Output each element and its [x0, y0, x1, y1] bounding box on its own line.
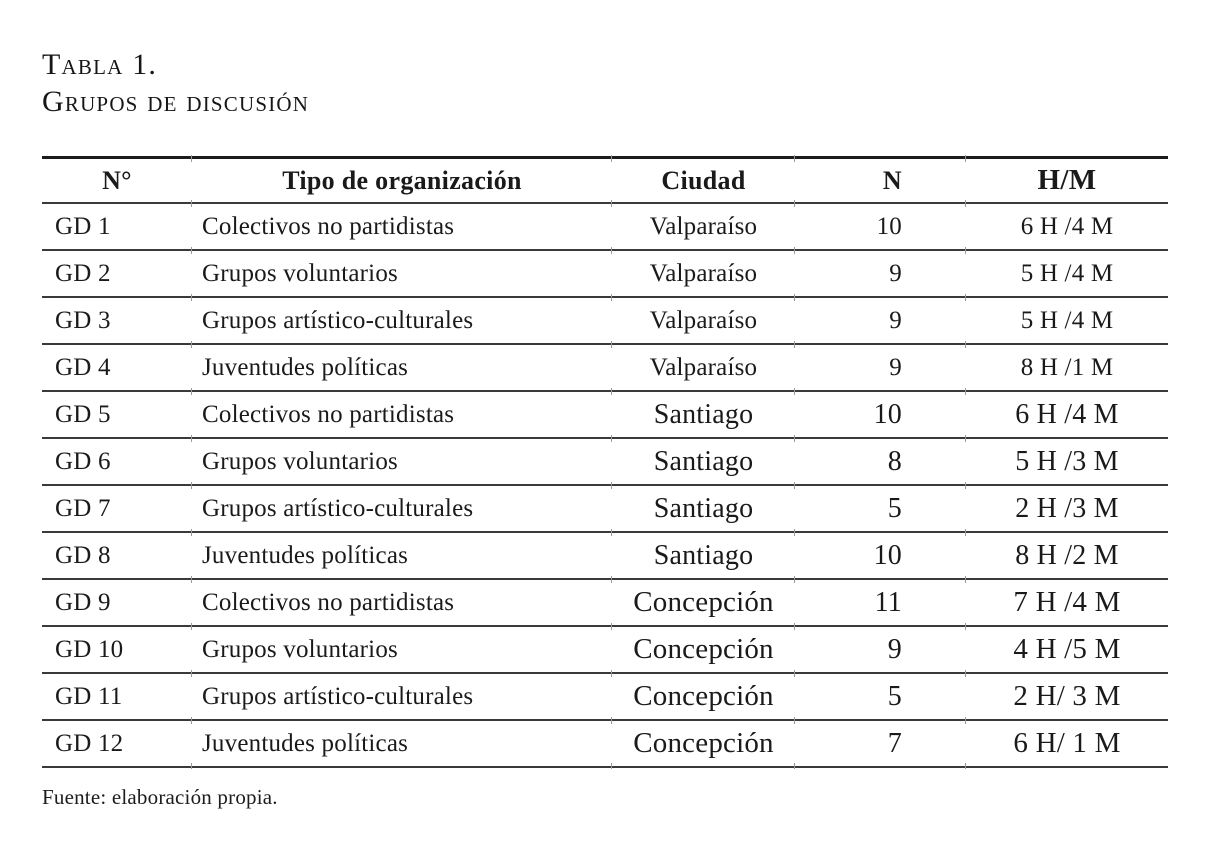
column-header-num: N°: [42, 158, 192, 204]
cell-tipo: Grupos voluntarios: [192, 438, 612, 485]
cell-tipo: Colectivos no partidistas: [192, 391, 612, 438]
table-row: [42, 579, 1168, 626]
table-row: [42, 720, 1168, 767]
cell-n: 10: [795, 532, 966, 579]
cell-ciudad: Valparaíso: [612, 203, 795, 250]
cell-hm: 5 H /3 M: [966, 438, 1168, 485]
cell-ciudad: Valparaíso: [612, 344, 795, 391]
cell-num: GD 3: [42, 297, 192, 344]
cell-tipo: Juventudes políticas: [192, 720, 612, 767]
cell-tipo: Grupos artístico-culturales: [192, 297, 612, 344]
cell-n: 11: [795, 579, 966, 626]
cell-hm: 4 H /5 M: [966, 626, 1168, 673]
cell-tipo: Juventudes políticas: [192, 532, 612, 579]
cell-num: GD 1: [42, 203, 192, 250]
cell-hm: 8 H /1 M: [966, 344, 1168, 391]
cell-hm: 8 H /2 M: [966, 532, 1168, 579]
table-row: [42, 391, 1168, 438]
cell-n: 9: [795, 297, 966, 344]
cell-ciudad: Santiago: [612, 485, 795, 532]
cell-hm: 5 H /4 M: [966, 297, 1168, 344]
column-header-n: N: [795, 158, 966, 204]
table-row: [42, 250, 1168, 297]
column-header-tipo: Tipo de organización: [192, 158, 612, 204]
table-row: [42, 673, 1168, 720]
cell-n: 9: [795, 344, 966, 391]
cell-num: GD 8: [42, 532, 192, 579]
cell-hm: 2 H /3 M: [966, 485, 1168, 532]
cell-n: 9: [795, 250, 966, 297]
cell-ciudad: Santiago: [612, 532, 795, 579]
cell-n: 7: [795, 720, 966, 767]
cell-ciudad: Concepción: [612, 673, 795, 720]
cell-ciudad: Valparaíso: [612, 297, 795, 344]
cell-ciudad: Concepción: [612, 579, 795, 626]
cell-ciudad: Santiago: [612, 438, 795, 485]
cell-n: 8: [795, 438, 966, 485]
cell-num: GD 9: [42, 579, 192, 626]
cell-num: GD 10: [42, 626, 192, 673]
cell-tipo: Grupos voluntarios: [192, 250, 612, 297]
table-caption-number: Tabla 1.: [42, 48, 158, 81]
discussion-groups-table: [42, 156, 1168, 768]
cell-hm: 6 H /4 M: [966, 391, 1168, 438]
cell-tipo: Juventudes políticas: [192, 344, 612, 391]
table-row: [42, 438, 1168, 485]
cell-hm: 2 H/ 3 M: [966, 673, 1168, 720]
cell-num: GD 7: [42, 485, 192, 532]
cell-n: 10: [795, 391, 966, 438]
table-caption: [42, 46, 1214, 120]
cell-ciudad: Concepción: [612, 626, 795, 673]
cell-n: 5: [795, 673, 966, 720]
cell-tipo: Grupos artístico-culturales: [192, 673, 612, 720]
cell-hm: 6 H /4 M: [966, 203, 1168, 250]
column-header-hm: H/M: [966, 158, 1168, 204]
table-source-note: Fuente: elaboración propia.: [42, 785, 278, 809]
table-row: [42, 626, 1168, 673]
cell-num: GD 12: [42, 720, 192, 767]
column-header-ciudad: Ciudad: [612, 158, 795, 204]
cell-num: GD 2: [42, 250, 192, 297]
cell-n: 5: [795, 485, 966, 532]
table-row: [42, 532, 1168, 579]
table-row: [42, 203, 1168, 250]
cell-hm: 6 H/ 1 M: [966, 720, 1168, 767]
cell-tipo: Colectivos no partidistas: [192, 579, 612, 626]
table-caption-title: Grupos de discusión: [42, 85, 310, 118]
table-header-row: [42, 158, 1168, 204]
cell-num: GD 6: [42, 438, 192, 485]
cell-n: 10: [795, 203, 966, 250]
cell-n: 9: [795, 626, 966, 673]
table-row: [42, 297, 1168, 344]
cell-ciudad: Concepción: [612, 720, 795, 767]
table-row: [42, 344, 1168, 391]
cell-ciudad: Santiago: [612, 391, 795, 438]
cell-hm: 7 H /4 M: [966, 579, 1168, 626]
table-row: [42, 485, 1168, 532]
cell-tipo: Grupos voluntarios: [192, 626, 612, 673]
cell-num: GD 11: [42, 673, 192, 720]
cell-tipo: Grupos artístico-culturales: [192, 485, 612, 532]
cell-num: GD 4: [42, 344, 192, 391]
cell-num: GD 5: [42, 391, 192, 438]
cell-hm: 5 H /4 M: [966, 250, 1168, 297]
cell-ciudad: Valparaíso: [612, 250, 795, 297]
cell-tipo: Colectivos no partidistas: [192, 203, 612, 250]
